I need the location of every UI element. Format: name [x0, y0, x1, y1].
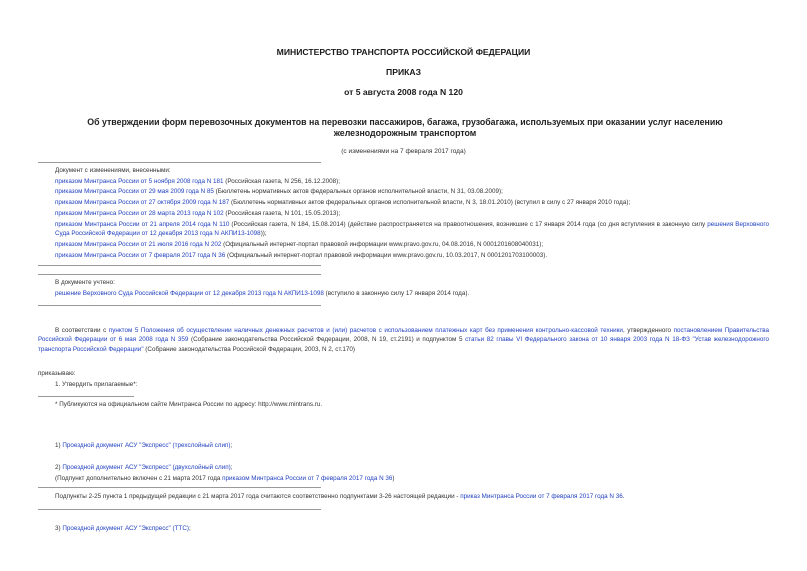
change-link[interactable]: приказом Минтранса России от 27 октября 2009 года N 187 [55, 199, 230, 206]
change-item: приказом Минтранса России от 29 мая 2009 года N 85 (Бюллетень нормативных актов федеральных органов исполнительной власти, N 31, 03.08.2009); [55, 188, 503, 195]
regulation-link[interactable]: пунктом 5 Положения об осуществлении наличных денежных расчетов и (или) расчетов с использованием платежных карт без применения контрольно-кассовой техники [108, 327, 623, 334]
document-title: Об утверждении форм перевозочных документов на перевозки пассажиров, багажа, грузобагажа, используемых при оказании услуг населению железнодорожным транспортом [87, 117, 723, 138]
change-item: приказом Минтранса России от 7 февраля 2017 года N 36 (Официальный интернет-портал правовой информации www.pravo.gov.ru, 10.03.2017, N 0001201703100003). [55, 252, 548, 259]
doc-type-heading: ПРИКАЗ [386, 67, 421, 77]
divider [38, 509, 321, 510]
change-link[interactable]: приказом Минтранса России от 28 марта 2013 года N 102 [55, 210, 224, 217]
changes-intro: Документ с изменениями, внесенными: [55, 167, 171, 174]
change-link[interactable]: приказом Минтранса России от 5 ноября 2008 года N 181 [55, 178, 224, 185]
document-form-link[interactable]: Проездной документ АСУ "Экспресс" (трехслойный слип) [62, 442, 231, 449]
divider [38, 305, 321, 306]
considered-link[interactable]: решение Верховного Суда Российской Федерации от 12 декабря 2013 года N АКПИ13-1098 [55, 290, 324, 297]
document-form-link[interactable]: Проездной документ АСУ "Экспресс" (ТТС) [62, 525, 189, 532]
divider [38, 274, 321, 275]
change-link[interactable]: приказом Минтранса России от 21 апреля 2014 года N 110 [55, 221, 230, 228]
preamble-paragraph: В соответствии с пунктом 5 Положения об осуществлении наличных денежных расчетов и (или) расчетов с использованием платежных карт без применения контрольно-кассовой техники, утвержденного постановлением Правительства Российской Федерации от 6 мая 2008 года N 359 (Собрание законодательства Российской Федерации, 2008, N 19, ст.2191) и подпунктом 5 статьи 82 главы VI Федерального закона от 10 января 2003 года N 18-ФЗ "Устав железнодорожного транспорта Российской Федерации" (Собрание законодательства Российской Федерации, 2003, N 2, ст.170) [38, 327, 770, 353]
change-link[interactable]: приказом Минтранса России от 21 июля 2016 года N 202 [55, 241, 222, 248]
divider [38, 487, 321, 488]
change-item: приказом Минтранса России от 21 апреля 2014 года N 110 (Российская газета, N 184, 15.08.2014) (действие распространяется на правоотношения, возникшие с 17 января 2014 года (со дня вступления в законную силу решения Верховного Суда Российской Федерации от 12 декабря 2013 года N АКПИ13-1098)); [55, 221, 769, 238]
document-form-link[interactable]: Проездной документ АСУ "Экспресс" (двухслойный слип) [62, 464, 231, 471]
divider [38, 265, 321, 266]
list-item: 3) Проездной документ АСУ "Экспресс" (ТТС); [55, 525, 191, 532]
law-link[interactable]: статьи 82 главы VI Федерального закона от 10 января 2003 года N 18-ФЗ "Устав железнодорожного транспорта Российской Федерации" [38, 336, 769, 353]
amendment-link[interactable]: приказ Минтранса России от 7 февраля 2017 года N 36 [460, 493, 623, 500]
date-number-heading: от 5 августа 2008 года N 120 [344, 87, 463, 97]
amendment-link[interactable]: приказом Минтранса России от 7 февраля 2017 года N 36 [222, 475, 393, 482]
added-note: (Подпункт дополнительно включен с 21 марта 2017 года приказом Минтранса России от 7 февраля 2017 года N 36) [55, 475, 395, 482]
renumber-note: Подпункты 2-25 пункта 1 предыдущей редакции с 21 марта 2017 года считаются соответственно подпунктами 3-26 настоящей редакции - приказ Минтранса России от 7 февраля 2017 года N 36. [55, 493, 625, 500]
ministry-heading: МИНИСТЕРСТВО ТРАНСПОРТА РОССИЙСКОЙ ФЕДЕРАЦИИ [276, 47, 531, 57]
list-item: 2) Проездной документ АСУ "Экспресс" (двухслойный слип); [55, 464, 233, 471]
order-item-1: 1. Утвердить прилагаемые*: [55, 381, 138, 388]
change-item: приказом Минтранса России от 5 ноября 2008 года N 181 (Российская газета, N 256, 16.12.2008); [55, 178, 340, 185]
considered-item: решение Верховного Суда Российской Федерации от 12 декабря 2013 года N АКПИ13-1098 (вступило в законную силу 17 января 2014 года). [55, 290, 470, 297]
resolution-link[interactable]: постановлением Правительства Российской Федерации от 6 мая 2008 года N 359 [38, 327, 770, 344]
change-item: приказом Минтранса России от 27 октября 2009 года N 187 (Бюллетень нормативных актов федеральных органов исполнительной власти, N 3, 18.01.2010) (вступил в силу с 27 января 2010 года); [55, 199, 631, 206]
footnote-divider [38, 396, 134, 397]
list-item: 1) Проездной документ АСУ "Экспресс" (трехслойный слип); [55, 442, 233, 449]
considered-intro: В документе учтено: [55, 279, 115, 286]
revision-note: (с изменениями на 7 февраля 2017 года) [341, 148, 466, 155]
court-decision-link[interactable]: решения Верховного Суда Российской Федерации от 12 декабря 2013 года N АКПИ13-1098 [55, 221, 769, 238]
order-word: приказываю: [38, 370, 76, 377]
change-item: приказом Минтранса России от 21 июля 2016 года N 202 (Официальный интернет-портал правовой информации www.pravo.gov.ru, 04.08.2016, N 0001201608040031); [55, 241, 544, 248]
footnote: * Публикуются на официальном сайте Минтранса России по адресу: http://www.mintrans.ru. [55, 401, 323, 408]
change-item: приказом Минтранса России от 28 марта 2013 года N 102 (Российская газета, N 101, 15.05.2013); [55, 210, 341, 217]
change-link[interactable]: приказом Минтранса России от 7 февраля 2017 года N 36 [55, 252, 226, 259]
divider [38, 162, 321, 163]
change-link[interactable]: приказом Минтранса России от 29 мая 2009 года N 85 [55, 188, 214, 195]
